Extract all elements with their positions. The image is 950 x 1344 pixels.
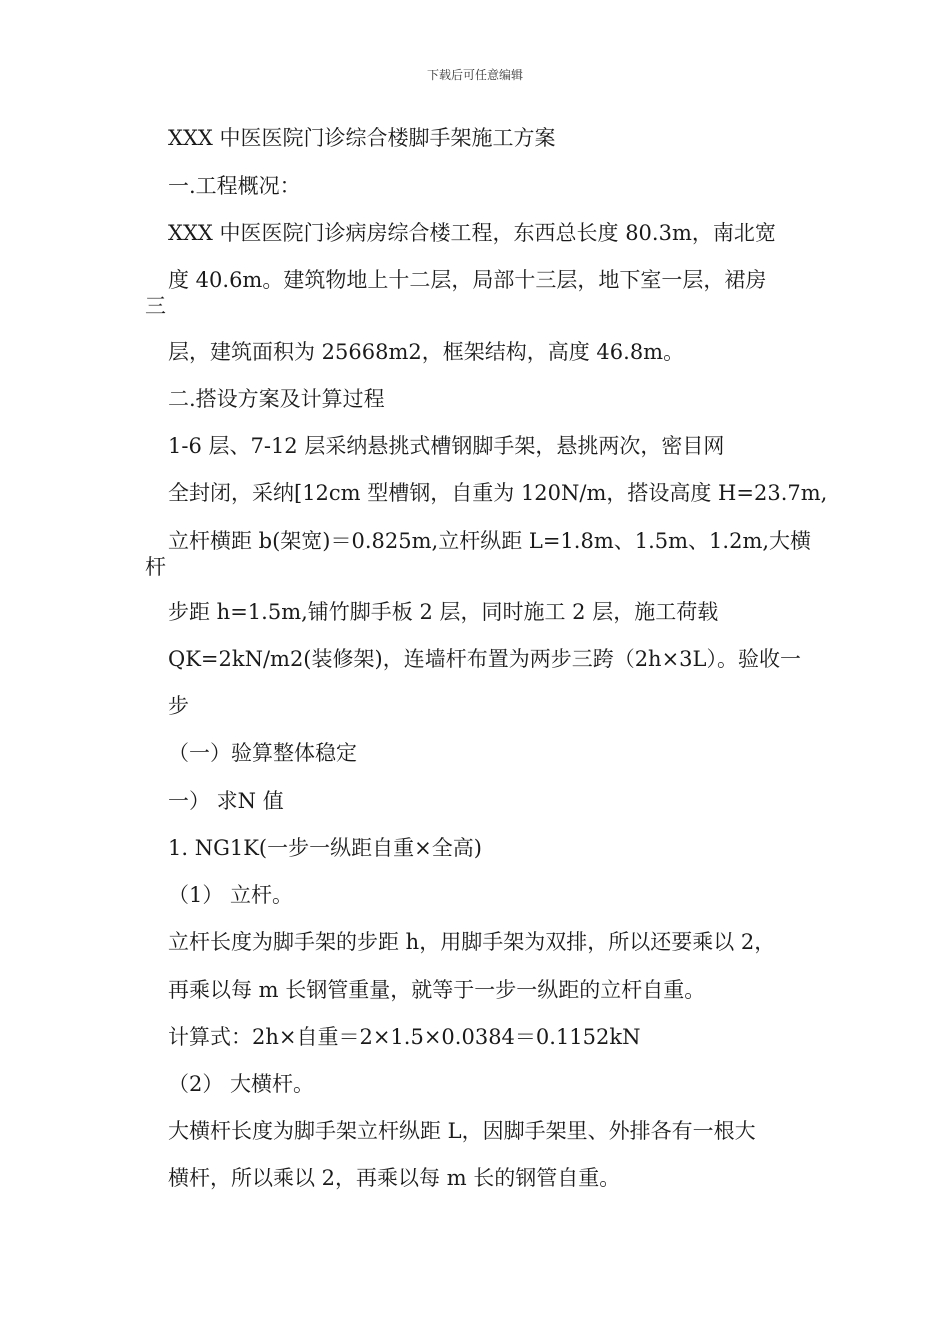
body-line: XXX 中医医院门诊病房综合楼工程，东西总长度 80.3m，南北宽 — [168, 221, 776, 245]
body-line: （1） 立杆。 — [168, 883, 294, 907]
body-line-wrap: 三 — [145, 294, 166, 318]
body-line: 度 40.6m。建筑物地上十二层，局部十三层，地下室一层，裙房 — [168, 268, 767, 292]
section-heading: 一.工程概况： — [168, 174, 301, 198]
body-line: 1-6 层、7-12 层采纳悬挑式槽钢脚手架，悬挑两次，密目网 — [168, 434, 725, 458]
section-heading: 二.搭设方案及计算过程 — [168, 387, 385, 411]
body-line: 大横杆长度为脚手架立杆纵距 L，因脚手架里、外排各有一根大 — [168, 1119, 756, 1143]
body-line: 横杆，所以乘以 2，再乘以每 m 长的钢管自重。 — [168, 1166, 621, 1190]
body-line: （2） 大横杆。 — [168, 1072, 315, 1096]
body-line: 全封闭，采纳[12cm 型槽钢，自重为 120N/m，搭设高度 H=23.7m, — [168, 481, 828, 505]
body-line: 层，建筑面积为 25668m2，框架结构，高度 46.8m。 — [168, 340, 685, 364]
formula-line: 计算式：2h×自重＝2×1.5×0.0384＝0.1152kN — [168, 1025, 641, 1049]
body-line: 步 — [168, 694, 189, 718]
document-title: XXX 中医医院门诊综合楼脚手架施工方案 — [168, 126, 556, 150]
page-header: 下载后可任意编辑 — [426, 68, 523, 82]
subsection-heading: 一） 求N 值 — [168, 789, 284, 813]
body-line: 立杆长度为脚手架的步距 h，用脚手架为双排，所以还要乘以 2， — [168, 930, 776, 954]
body-line: 步距 h=1.5m,铺竹脚手板 2 层，同时施工 2 层，施工荷载 — [168, 600, 719, 624]
body-line-wrap: 杆 — [145, 555, 166, 579]
body-line: 再乘以每 m 长钢管重量，就等于一步一纵距的立杆自重。 — [168, 978, 706, 1002]
subsection-heading: （一）验算整体稳定 — [168, 741, 357, 765]
body-line: 1. NG1K(一步一纵距自重×全高) — [168, 836, 482, 860]
body-line: 立杆横距 b(架宽)＝0.825m,立杆纵距 L=1.8m、1.5m、1.2m,大横 — [168, 529, 812, 553]
body-line: QK=2kN/m2(装修架)，连墙杆布置为两步三跨（2h×3L）。验收一 — [168, 647, 801, 671]
